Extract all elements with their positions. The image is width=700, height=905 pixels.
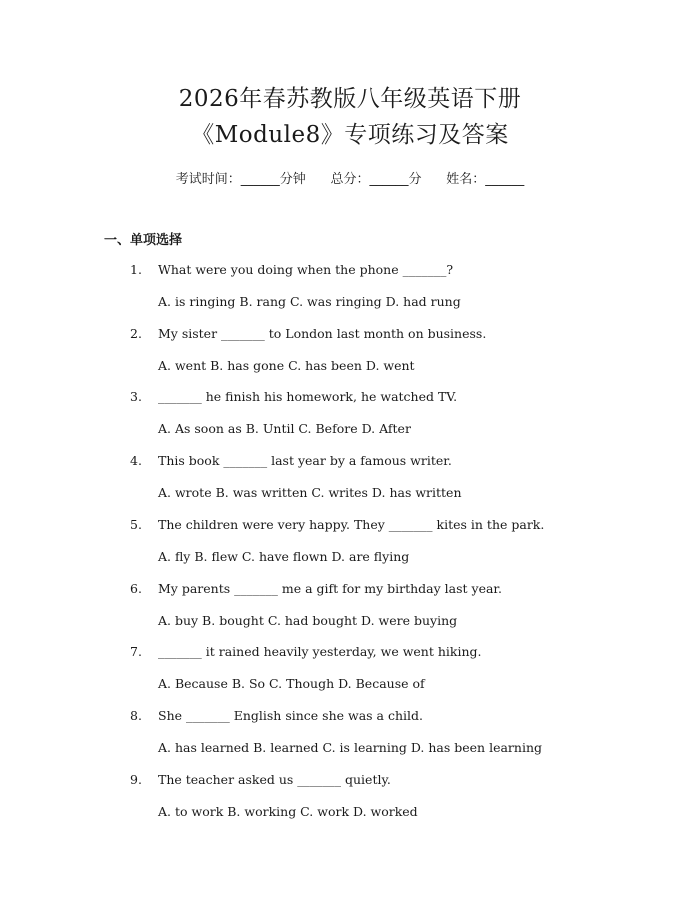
question-number: 3.: [130, 389, 142, 404]
question-stem: This book _______ last year by a famous writer.: [158, 453, 452, 468]
question-stem: My sister _______ to London last month on business.: [158, 326, 487, 341]
question-number: 7.: [130, 644, 142, 659]
question-item: [130, 452, 600, 516]
question-stem: The children were very happy. They _______ kites in the park.: [158, 517, 545, 532]
question-number: 4.: [130, 453, 142, 468]
question-options: A. Because B. So C. Though D. Because of: [158, 676, 425, 691]
question-options: A. buy B. bought C. had bought D. were buying: [158, 613, 458, 628]
question-stem: _______ it rained heavily yesterday, we went hiking.: [158, 644, 482, 659]
question-stem: The teacher asked us _______ quietly.: [158, 772, 391, 787]
question-item: [130, 516, 600, 580]
exam-meta-line: 考试时间：______分钟 总分：______分 姓名：______: [175, 172, 525, 187]
question-item: [130, 707, 600, 771]
question-number: 9.: [130, 772, 142, 787]
question-item: [130, 643, 600, 707]
question-item: [130, 580, 600, 644]
question-options: A. fly B. flew C. have flown D. are flying: [158, 549, 410, 564]
question-stem: She _______ English since she was a child.: [158, 708, 423, 723]
question-options: A. is ringing B. rang C. was ringing D. had rung: [158, 294, 461, 309]
section-heading: 一、单项选择: [104, 233, 183, 248]
question-stem: What were you doing when the phone _______?: [158, 262, 454, 277]
document-title-line2: 《Module8》专项练习及答案: [191, 122, 509, 148]
document-title-line1: 2026年春苏教版八年级英语下册: [178, 86, 522, 112]
question-number: 5.: [130, 517, 142, 532]
question-number: 6.: [130, 581, 142, 596]
question-item: [130, 325, 600, 389]
question-item: [130, 388, 600, 452]
question-number: 8.: [130, 708, 142, 723]
question-options: A. has learned B. learned C. is learning D. has been learning: [158, 740, 542, 755]
question-number: 1.: [130, 262, 142, 277]
question-stem: _______ he finish his homework, he watched TV.: [158, 389, 458, 404]
question-options: A. went B. has gone C. has been D. went: [158, 358, 415, 373]
question-options: A. As soon as B. Until C. Before D. After: [158, 421, 411, 436]
question-options: A. to work B. working C. work D. worked: [158, 804, 418, 819]
question-number: 2.: [130, 326, 142, 341]
question-options: A. wrote B. was written C. writes D. has written: [158, 485, 462, 500]
question-stem: My parents _______ me a gift for my birthday last year.: [158, 581, 502, 596]
question-item: [130, 771, 600, 835]
question-item: [130, 261, 600, 325]
